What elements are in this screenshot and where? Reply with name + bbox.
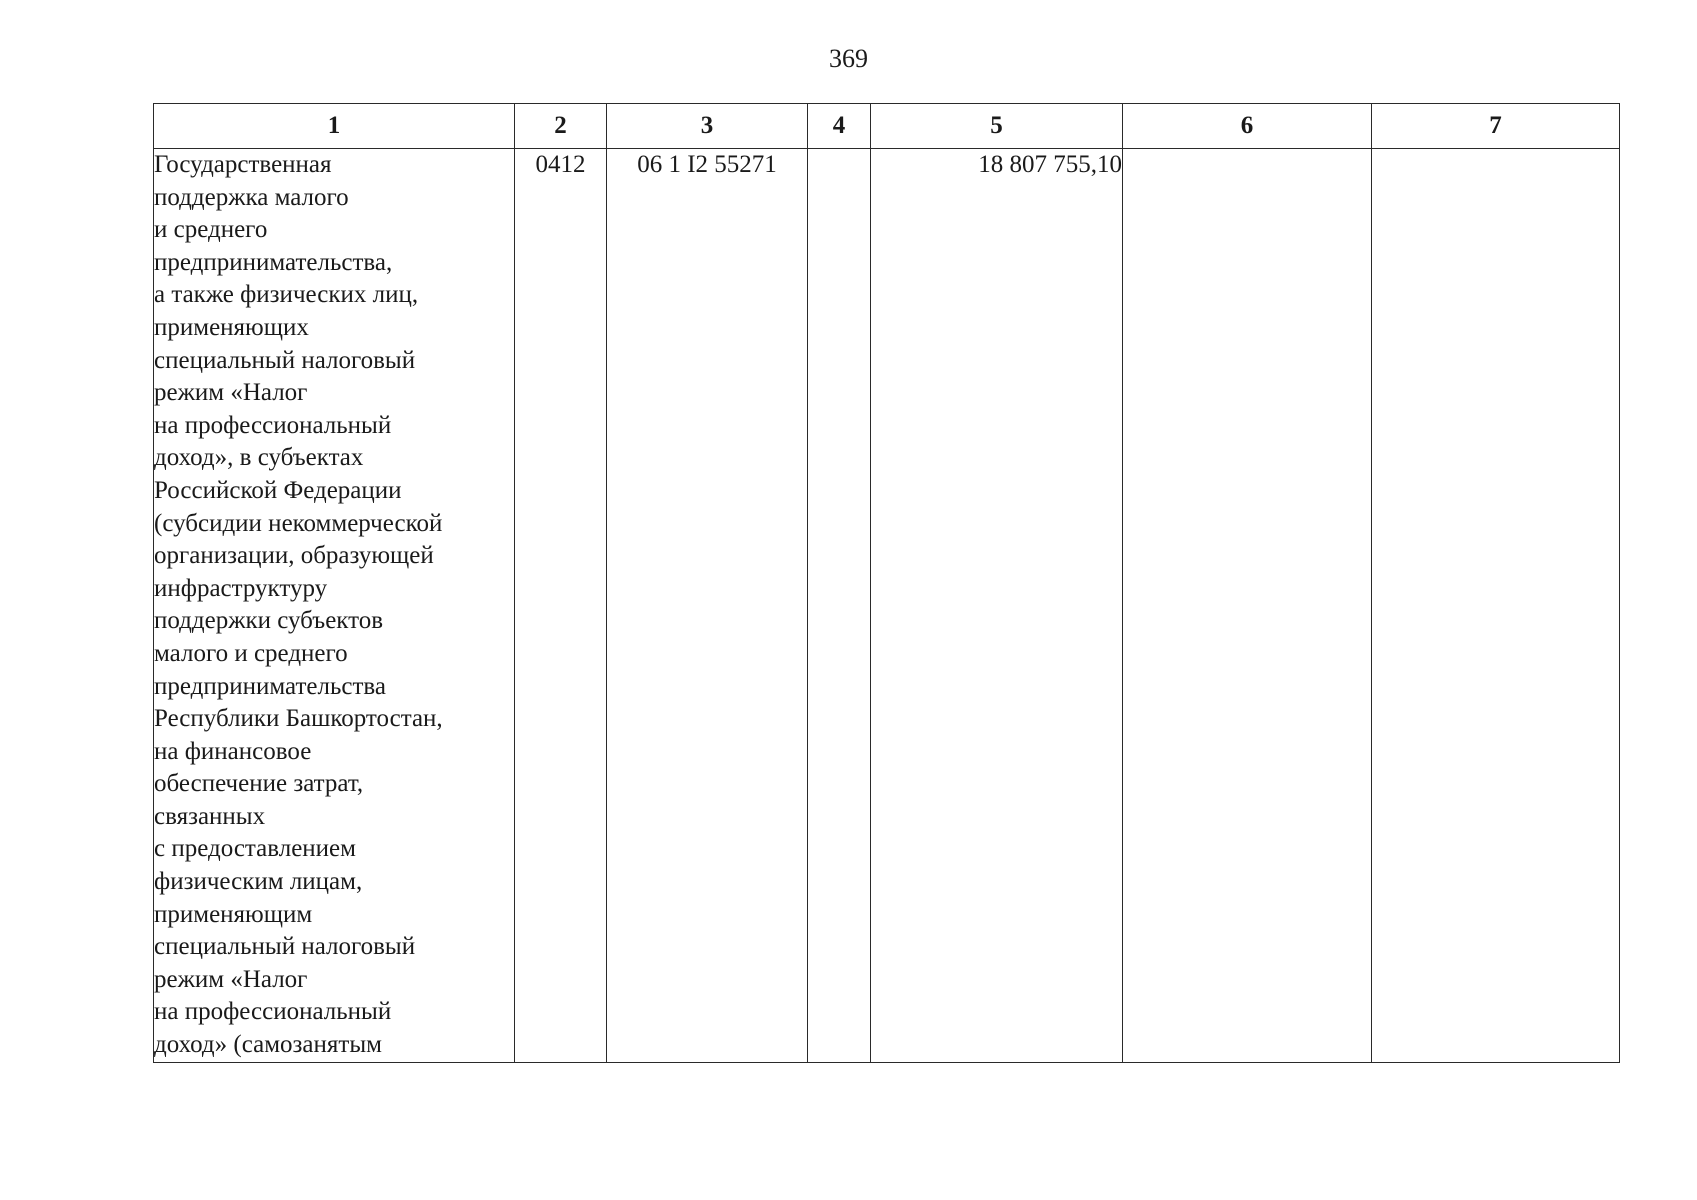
page-number: 369 <box>829 44 868 73</box>
expense-name-cell: Государственная поддержка малого и среднего предпринимательства, а также физических лиц, применяющих специальный налоговый режим «Налог на профессиональный доход», в субъектах Российской Федерации (субсидии некоммерческой организации, образующей инфраструктуру поддержки субъектов малого и среднего предпринимательства Республики Башкортостан, на финансовое обеспечение затрат, связанных с предоставлением физическим лицам, применяющим специальный налоговый режим «Налог на профессиональный доход» (самозанятым <box>154 149 515 1063</box>
budget-table <box>153 103 1620 1063</box>
table-row <box>154 149 1620 1063</box>
section-code-cell: 0412 <box>515 149 607 1063</box>
column-header-5: 5 <box>871 104 1123 149</box>
column-header-3: 3 <box>607 104 808 149</box>
column-header-1: 1 <box>154 104 515 149</box>
column-header-4: 4 <box>808 104 871 149</box>
header-row <box>154 104 1620 149</box>
column-header-7: 7 <box>1372 104 1620 149</box>
column-7-cell <box>1372 149 1620 1063</box>
expense-type-cell <box>808 149 871 1063</box>
column-header-6: 6 <box>1123 104 1372 149</box>
column-header-2: 2 <box>515 104 607 149</box>
target-article-cell: 06 1 I2 55271 <box>607 149 808 1063</box>
amount-cell: 18 807 755,10 <box>871 149 1123 1063</box>
column-6-cell <box>1123 149 1372 1063</box>
